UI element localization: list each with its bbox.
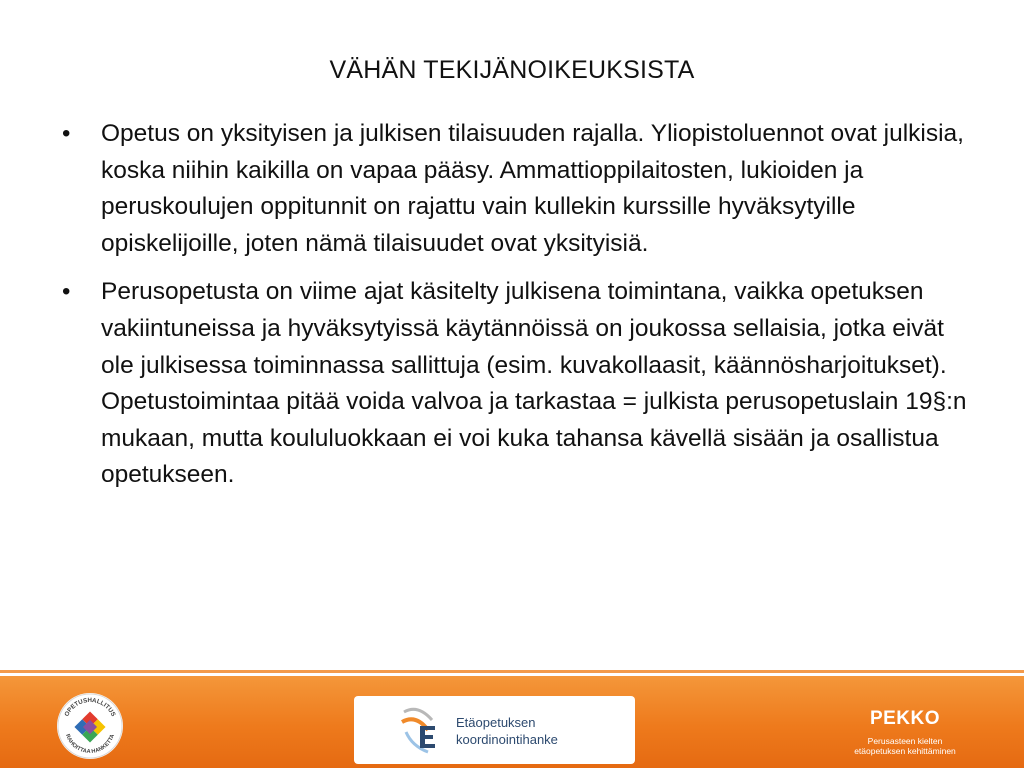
- bullet-text: Perusopetusta on viime ajat käsitelty julkisena toimintana, vaikka opetuksen vakiintuneissa ja hyväksytyissä käytännöissä on joukossa sellaisia, jotka eivät ole julkisessa toiminnassa sallittuja (esim. kuvakollaasit, käännösharjoitukset). Opetustoimintaa pitää voida valvoa ja tarkastaa = julkista perusopetuslain 19§:n mukaan, mutta koululuokkaan ei voi kuka tahansa kävellä sisään ja osallistua opetukseen.: [101, 278, 967, 489]
- bullet-dot: •: [62, 278, 71, 306]
- oph-top-text: OPETUSHALLITUS: [63, 696, 117, 718]
- pekko-title: PEKKO: [869, 708, 941, 729]
- bullet-item: [62, 274, 972, 494]
- etaopetus-logo-panel: [354, 696, 635, 764]
- bullet-item: [62, 116, 972, 262]
- bullet-dot: •: [62, 120, 71, 147]
- etaopetus-logo-icon: [398, 702, 446, 758]
- etaopetus-line2: koordinointihanke: [456, 732, 558, 747]
- bullet-text: Opetus on yksityisen ja julkisen tilaisuuden rajalla. Yliopistoluennot ovat julkisia, koska niihin kaikilla on vapaa pääsy. Ammattioppilaitosten, lukioiden ja peruskoulujen oppitunnit on rajattu vain kullekin kurssille hyväksytyille opiskelijoille, joten nämä tilaisuudet ovat yksityisiä.: [101, 120, 964, 257]
- etaopetus-line1: Etäopetuksen: [456, 715, 536, 730]
- pekko-subtitle-line2: etäopetuksen kehittäminen: [854, 746, 956, 756]
- footer-divider: [0, 670, 1024, 673]
- pekko-logo: [840, 708, 970, 756]
- opetushallitus-logo-icon: [56, 692, 124, 760]
- pekko-subtitle-line1: Perusasteen kielten: [867, 736, 943, 746]
- oph-bottom-text: RAHOITTAA HANKETTA: [63, 733, 117, 756]
- slide-title: VÄHÄN TEKIJÄNOIKEUKSISTA: [329, 56, 695, 84]
- bullet-list: [62, 116, 972, 506]
